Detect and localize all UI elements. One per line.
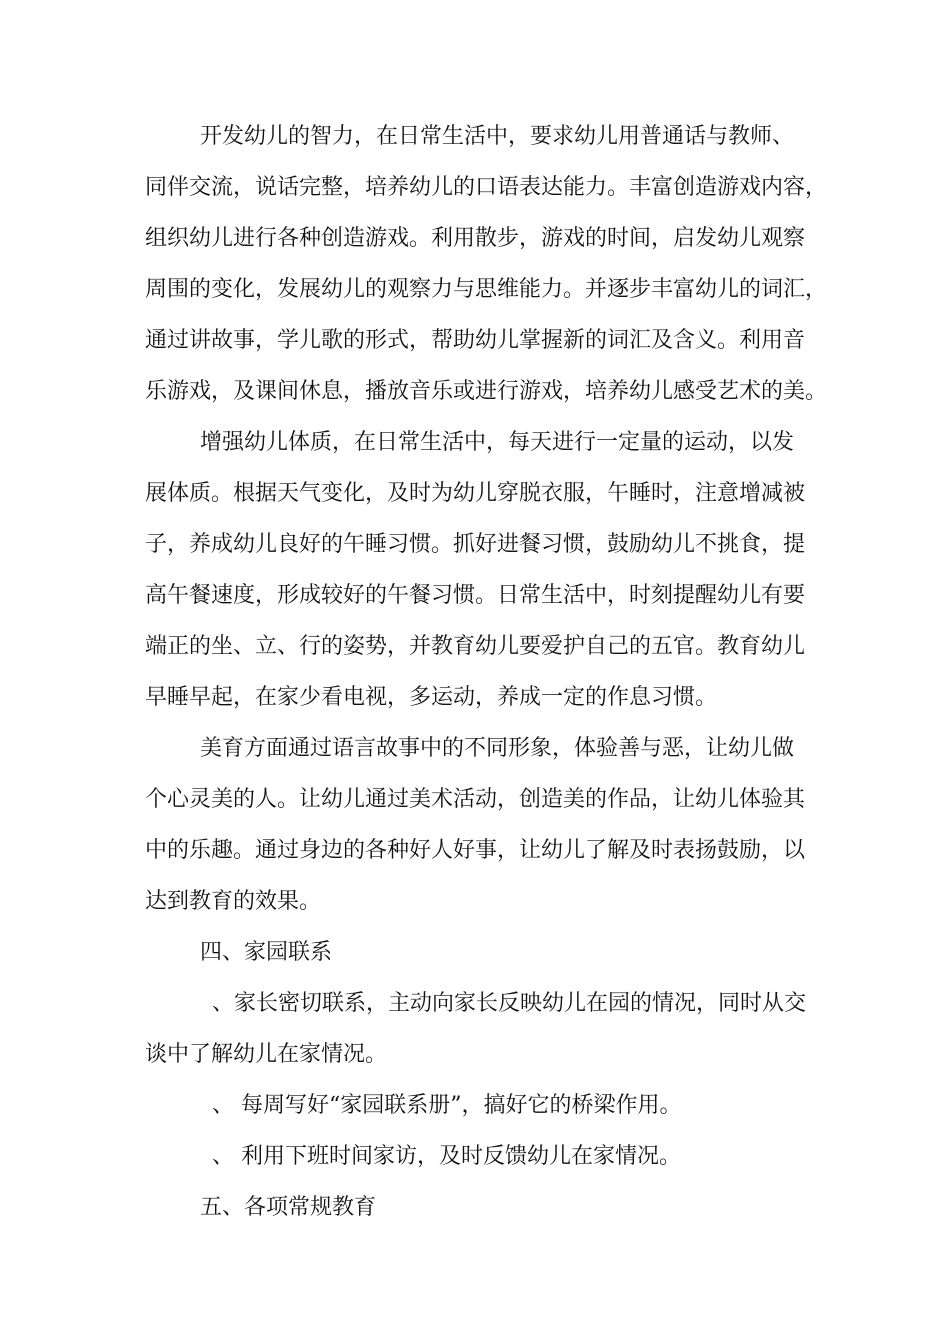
paragraph-line: 周围的变化，发展幼儿的观察力与思维能力。并逐步丰富幼儿的词汇，	[145, 277, 828, 302]
paragraph-line: 中的乐趣。通过身边的各种好人好事，让幼儿了解及时表扬鼓励，以	[145, 838, 806, 863]
paragraph-line: 乐游戏，及课间休息，播放音乐或进行游戏，培养幼儿感受艺术的美。	[145, 379, 828, 404]
paragraph-line: 同伴交流，说话完整，培养幼儿的口语表达能力。丰富创造游戏内容，	[145, 175, 828, 200]
paragraph-line: 通过讲故事，学儿歌的形式，帮助幼儿掌握新的词汇及含义。利用音	[145, 328, 806, 353]
paragraph-line: 展体质。根据天气变化，及时为幼儿穿脱衣服，午睡时，注意增减被	[145, 481, 806, 506]
paragraph-line: 组织幼儿进行各种创造游戏。利用散步，游戏的时间，启发幼儿观察	[145, 226, 806, 251]
section-heading: 四、家园联系	[200, 940, 333, 965]
paragraph-line: 谈中了解幼儿在家情况。	[145, 1042, 388, 1067]
paragraph-line: 端正的坐、立、行的姿势，并教育幼儿要爱护自己的五官。教育幼儿	[145, 634, 806, 659]
paragraph-line: 高午餐速度，形成较好的午餐习惯。日常生活中，时刻提醒幼儿有要	[145, 583, 806, 608]
paragraph-line: 美育方面通过语言故事中的不同形象，体验善与恶，让幼儿做	[200, 736, 795, 761]
paragraph-line: 子，养成幼儿良好的午睡习惯。抓好进餐习惯，鼓励幼儿不挑食，提	[145, 532, 806, 557]
paragraph-line: 开发幼儿的智力，在日常生活中，要求幼儿用普通话与教师、	[200, 124, 795, 149]
list-item: 、 利用下班时间家访，及时反馈幼儿在家情况。	[212, 1144, 681, 1169]
list-item: 、 每周写好“家园联系册”，搞好它的桥梁作用。	[212, 1093, 682, 1118]
paragraph-line: 达到教育的效果。	[145, 889, 322, 914]
paragraph-line: 、家长密切联系，主动向家长反映幼儿在园的情况，同时从交	[212, 991, 807, 1016]
paragraph-line: 个心灵美的人。让幼儿通过美术活动，创造美的作品，让幼儿体验其	[145, 787, 806, 812]
paragraph-line: 早睡早起，在家少看电视，多运动，养成一定的作息习惯。	[145, 685, 718, 710]
paragraph-line: 增强幼儿体质，在日常生活中，每天进行一定量的运动，以发	[200, 430, 795, 455]
section-heading: 五、各项常规教育	[200, 1195, 377, 1220]
